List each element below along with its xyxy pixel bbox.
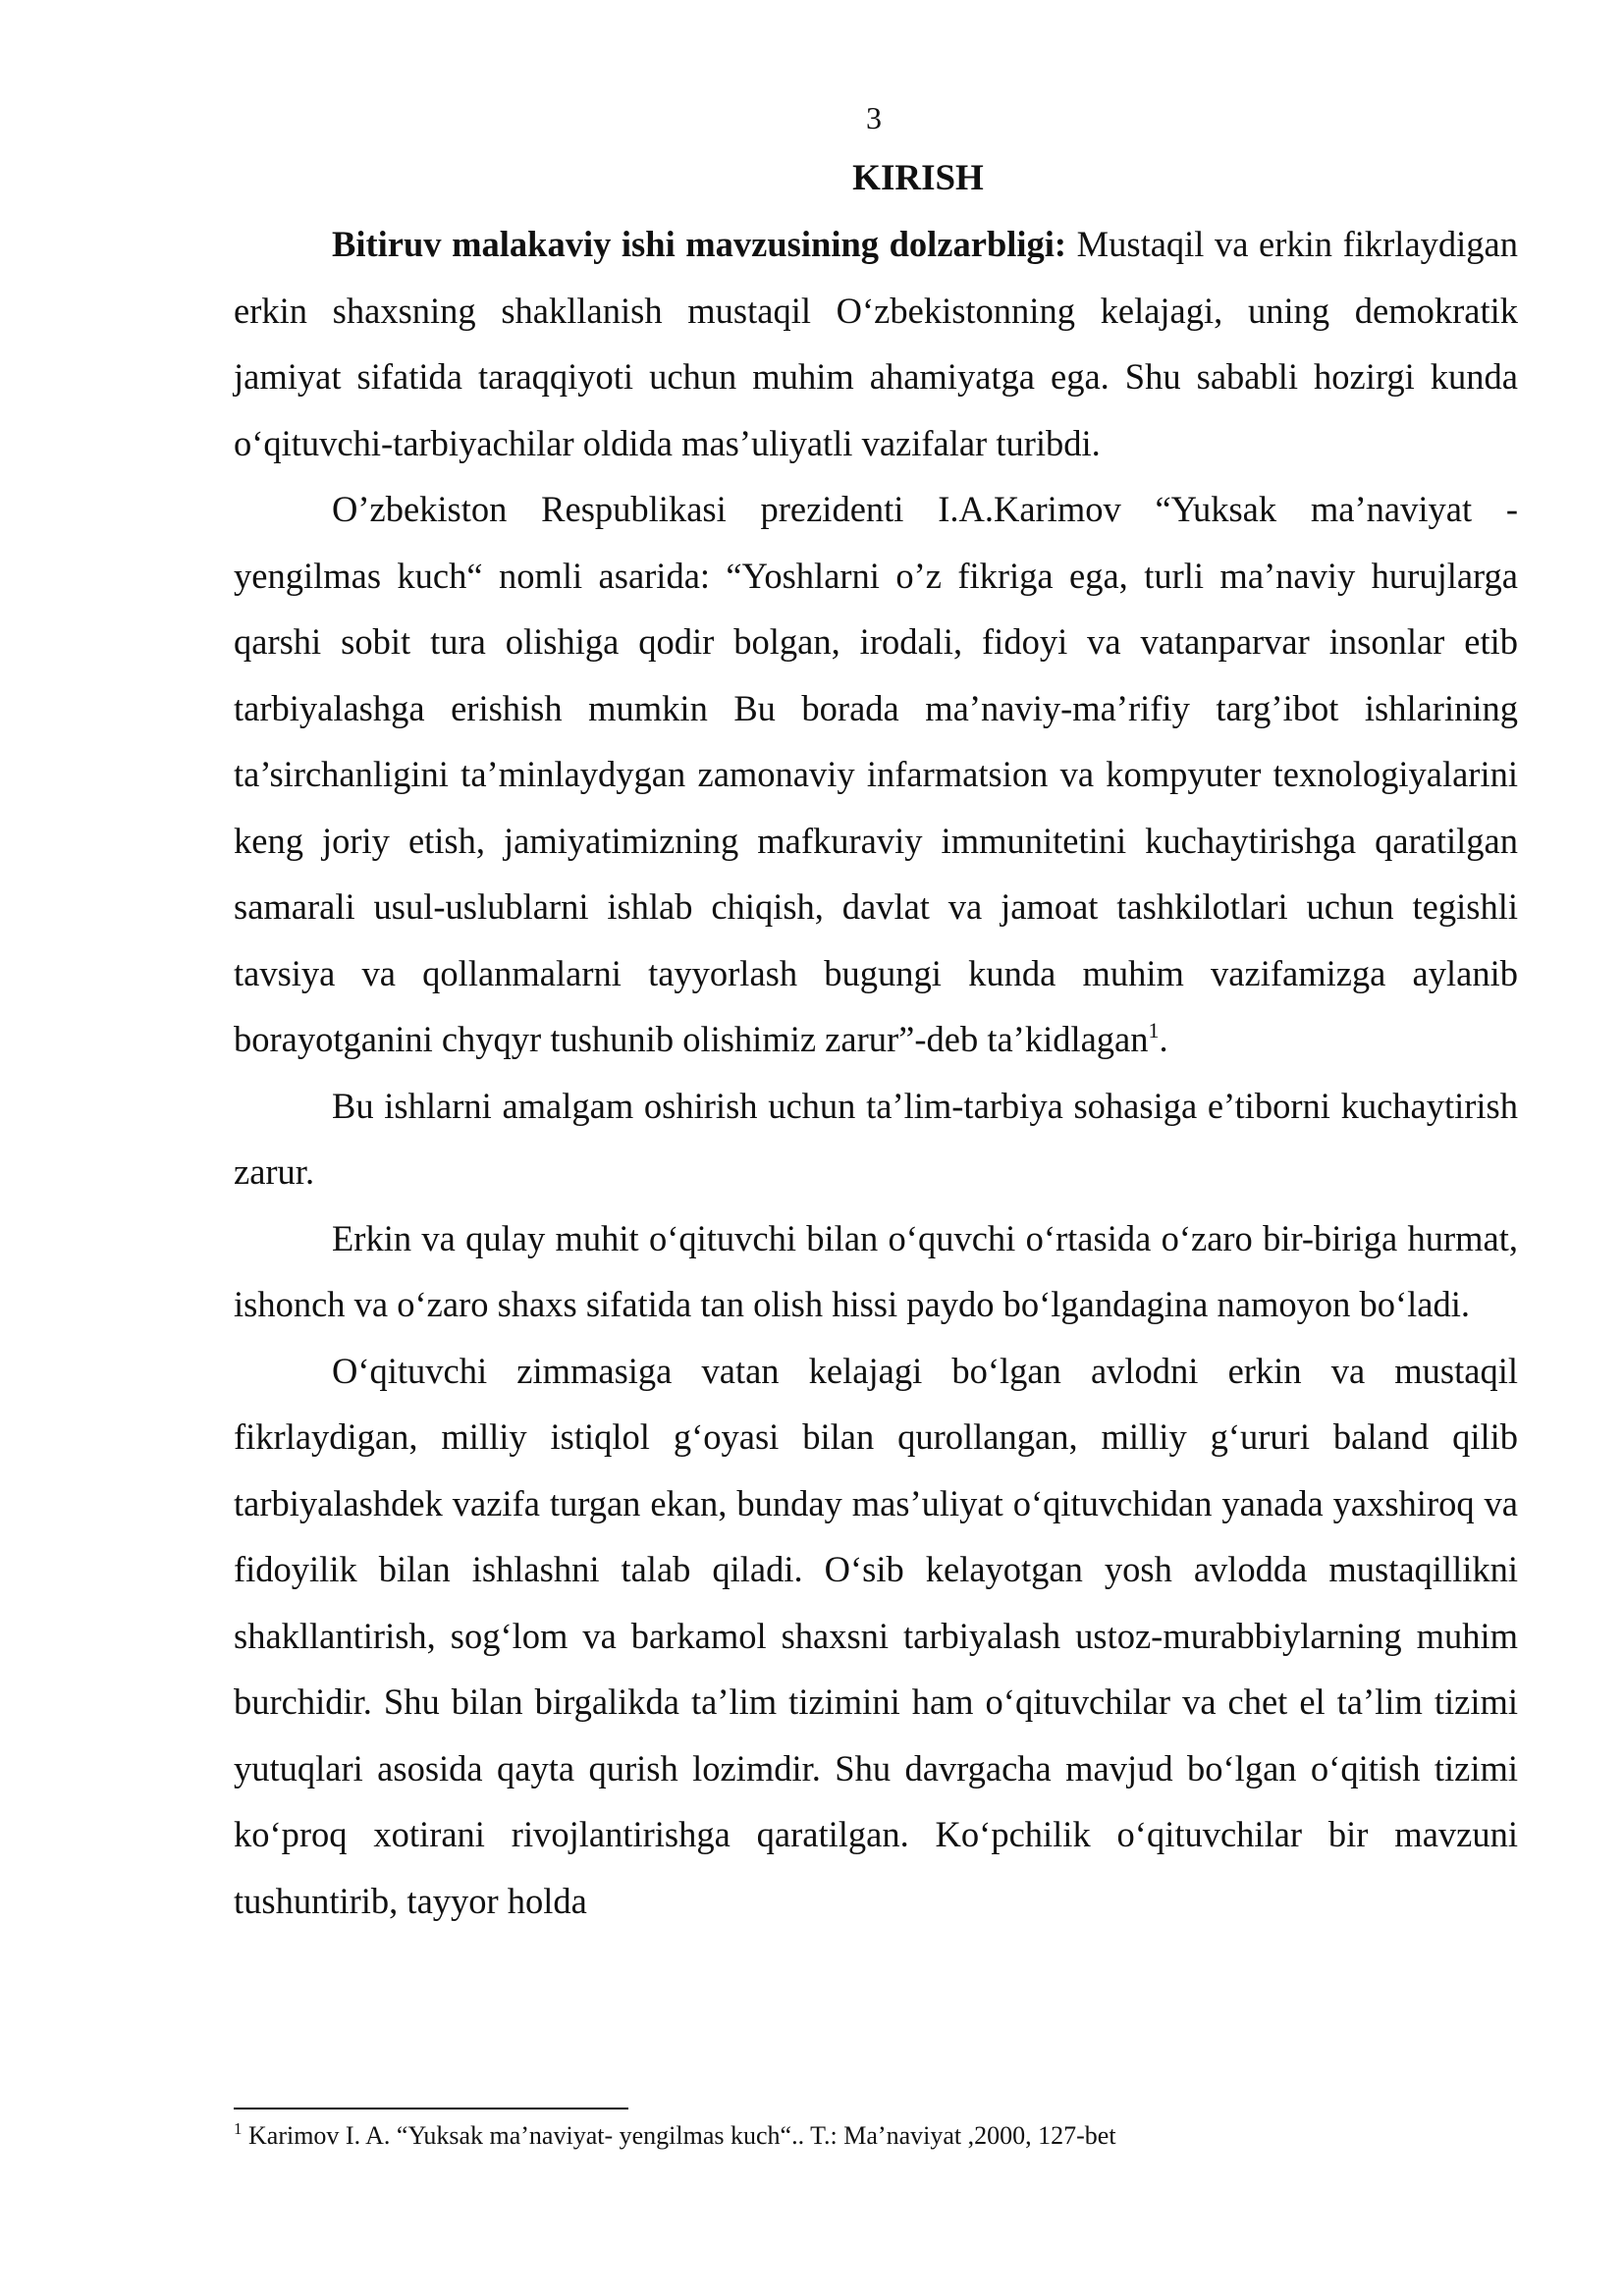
relevance-lead: Bitiruv malakaviy ishi mavzusining dolzarbligi: [332,224,1067,264]
paragraph-end: . [1159,1019,1168,1059]
paragraph-text: Bu ishlarni amalgam oshirish uchun ta’lim-tarbiya sohasiga e’tiborni kuchaytirish zarur. [234,1085,1518,1192]
paragraph-quote [234,476,1518,1073]
paragraph-relevance [234,211,1518,476]
footnote-reference: 1 [1148,1018,1160,1042]
paragraph-teacher [234,1338,1518,1935]
footnote-divider [234,2108,628,2109]
section-heading: KIRISH [852,158,984,198]
footnote-text: Karimov I. A. “Yuksak ma’naviyat- yengilmas kuch“.. T.: Ma’naviyat ,2000, 127-bet [242,2121,1116,2150]
page-number: 3 [866,100,882,135]
paragraph-text: Erkin va qulay muhit o‘qituvchi bilan o‘quvchi o‘rtasida o‘zaro bir-biriga hurmat, ishonch va o‘zaro shaxs sifatida tan olish hissi paydo bo‘lgandagina namoyon bo‘ladi. [234,1217,1518,1324]
footnote-number: 1 [234,2119,243,2138]
paragraph-text: O‘qituvchi zimmasiga vatan kelajagi bo‘lgan avlodni erkin va mustaqil fikrlaydigan, milliy istiqlol g‘oyasi bilan qurollangan, milliy g‘ururi baland qilib tarbiyalashdek vazifa turgan ekan, bunday mas’uliyat o‘qituvchidan yanada yaxshiroq va fidoyilik bilan ishlashni talab qiladi. O‘sib kelayotgan yosh avlodda mustaqillikni shakllantirish, sog‘lom va barkamol shaxsni tarbiyalash ustoz-murabbiylarning muhim burchidir. Shu bilan birgalikda ta’lim tizimini ham o‘qituvchilar va chet el ta’lim tizimi yutuqlari asosida qayta qurish lozimdir. Shu davrgacha mavjud bo‘lgan o‘qitish tizimi ko‘proq xotirani rivojlantirishga qaratilgan. Ko‘pchilik o‘qituvchilar bir mavzuni tushuntirib, tayyor holda [234,1350,1518,1921]
paragraph-text: O’zbekiston Respublikasi prezidenti I.A.Karimov “Yuksak ma’naviyat - yengilmas kuch“ nomli asarida: “Yoshlarni o’z fikriga ega, turli ma’naviy hurujlarga qarshi sobit tura olishiga qodir bolgan, irodali, fidoyi va vatanparvar insonlar etib tarbiyalashga erishish mumkin Bu borada ma’naviy-ma’rifiy targ’ibot ishlarining ta’sirchanligini ta’minlaydygan zamonaviy infarmatsion va kompyuter texnologiyalarini keng joriy etish, jamiyatimizning mafkuraviy immunitetini kuchaytirishga qaratilgan samarali usul-uslublarni ishlab chiqish, davlat va jamoat tashkilotlari uchun tegishli tavsiya va qollanmalarni tayyorlash bugungi kunda muhim vazifamizga aylanib borayotganini chyqyr tushunib olishimiz zarur”-deb ta’kidlagan [234,489,1518,1059]
paragraph-education [234,1073,1518,1205]
paragraph-text: Mustaqil va erkin fikrlaydigan erkin shaxsning shakllanish mustaqil O‘zbekistonning kelajagi, uning demokratik jamiyat sifatida taraqqiyoti uchun muhim ahamiyatga ega. Shu sababli hozirgi kunda o‘qituvchi-tarbiyachilar oldida mas’uliyatli vazifalar turibdi. [234,224,1518,463]
footnote [234,2118,1518,2154]
paragraph-environment [234,1205,1518,1338]
body-text [234,211,1518,1934]
